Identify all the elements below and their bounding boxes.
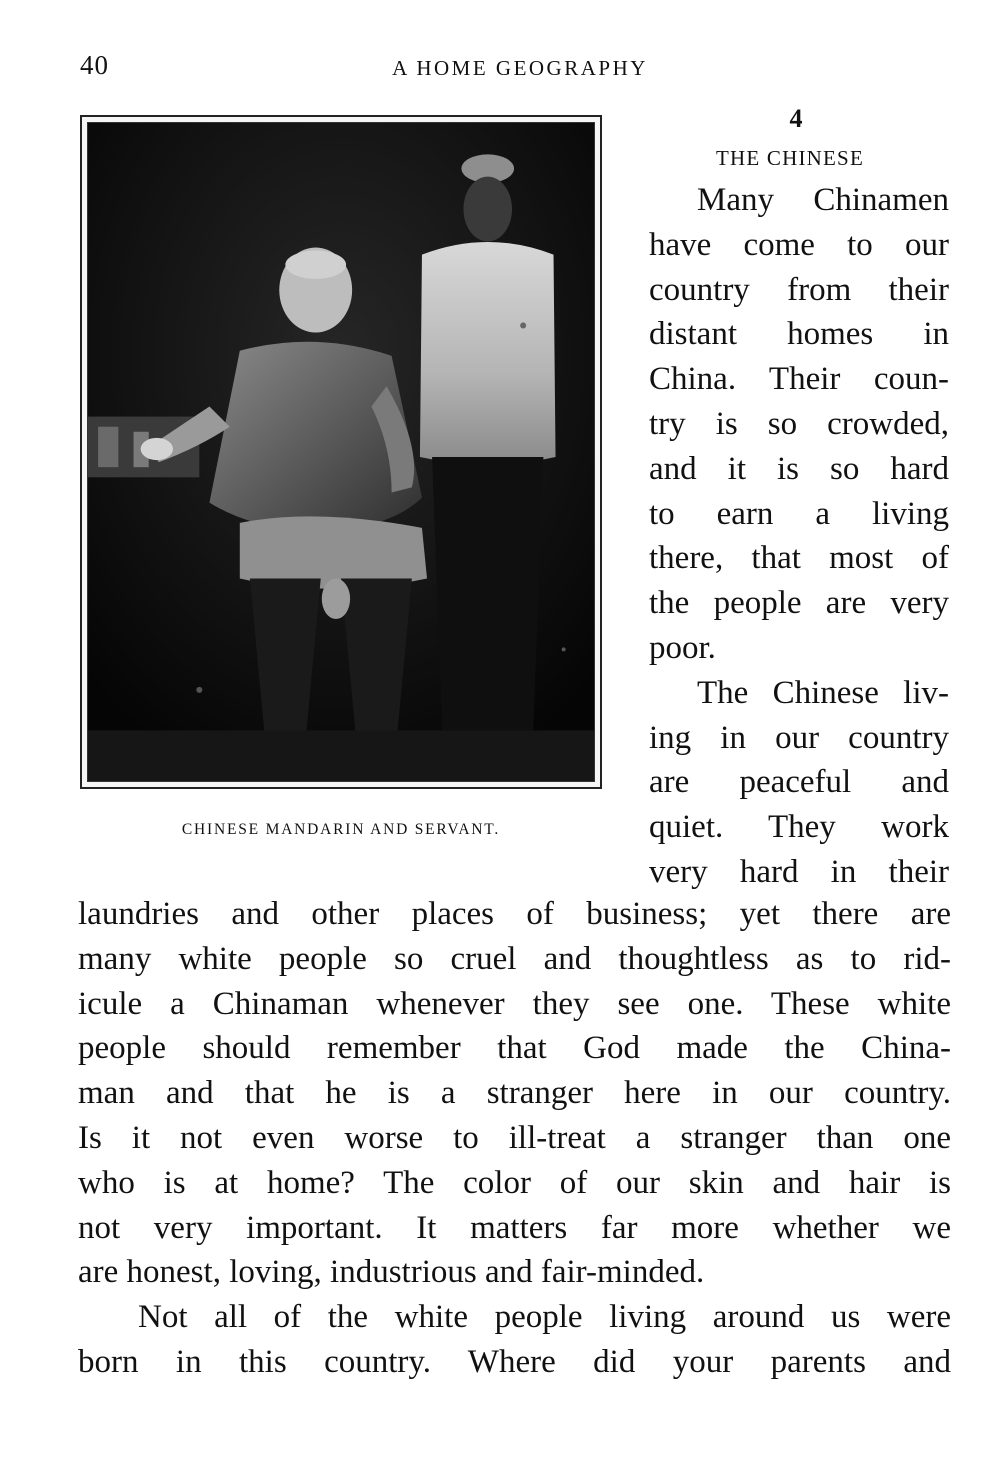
text-line: are peaceful and [649, 764, 949, 801]
text-line: try is so crowded, [649, 405, 949, 442]
text-line: icule a Chinaman whenever they see one. These white [78, 985, 951, 1022]
text-line: China. Their coun- [649, 361, 949, 398]
text-line: Is it not even worse to ill-treat a stranger than one [78, 1119, 951, 1156]
photograph [87, 122, 595, 782]
text-line: man and that he is a stranger here in our country. [78, 1075, 951, 1112]
text-line: who is at home? The color of our skin and hair is [78, 1164, 951, 1201]
photograph-illustration [88, 123, 594, 781]
text-line: Not all of the white people living around us were [138, 1299, 951, 1336]
section-title: THE CHINESE [716, 146, 864, 170]
text-line: very hard in their [649, 853, 949, 890]
text-line: born in this country. Where did your parents and [78, 1343, 951, 1380]
section-number: 4 [789, 104, 803, 133]
text-line: poor. [649, 629, 716, 666]
text-line: not very important. It matters far more whether we [78, 1209, 951, 1246]
text-line: The Chinese liv- [697, 674, 949, 711]
text-line: ing in our country [649, 719, 949, 756]
text-line: are honest, loving, industrious and fair-minded. [78, 1254, 705, 1291]
figure-caption: CHINESE MANDARIN AND SERVANT. [181, 821, 501, 838]
text-line: there, that most of [649, 540, 949, 577]
text-line: the people are very [649, 585, 949, 622]
text-line: distant homes in [649, 316, 949, 353]
text-line: to earn a living [649, 495, 949, 532]
text-line: quiet. They work [649, 809, 949, 846]
narrow-text-column [649, 178, 949, 895]
text-line: people should remember that God made the China- [78, 1030, 951, 1067]
text-line: many white people so cruel and thoughtless as to rid- [78, 940, 951, 977]
text-line: laundries and other places of business; yet there are [78, 896, 951, 932]
photograph-frame [80, 115, 602, 789]
text-line: Many Chinamen [697, 182, 949, 218]
text-line: have come to our [649, 226, 949, 263]
running-head: A HOME GEOGRAPHY [392, 56, 648, 80]
page-number: 40 [80, 50, 109, 80]
text-line: and it is so hard [649, 450, 949, 487]
wide-text-column [78, 892, 951, 1385]
text-line: country from their [649, 271, 949, 308]
